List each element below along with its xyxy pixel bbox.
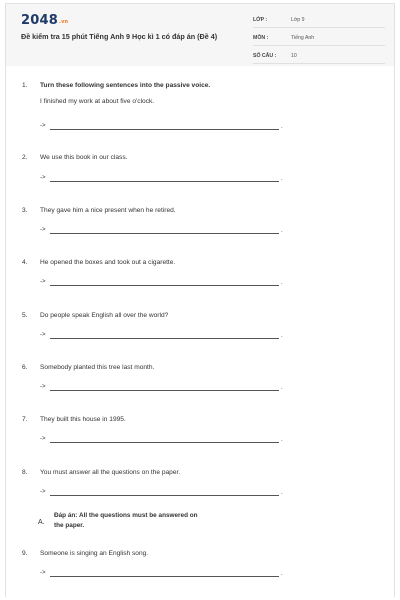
question-sentence: They gave him a nice present when he retired.: [40, 207, 176, 214]
answer-end: .: [281, 385, 283, 391]
question-number: 7.: [22, 416, 28, 423]
question-number: 3.: [22, 207, 28, 214]
answer-line: [50, 129, 279, 130]
meta-row-subject: [253, 32, 385, 46]
answer-blank[interactable]: [40, 489, 284, 497]
question-sentence: I finished my work at about five o'clock.: [40, 98, 155, 105]
document-title: Đề kiểm tra 15 phút Tiếng Anh 9 Học kì 1 có đáp án (Đề 4): [21, 32, 218, 41]
answer-line: [50, 442, 279, 443]
answer-end: .: [281, 124, 283, 130]
question-sentence: They built this house in 1995.: [40, 416, 126, 423]
meta-key: SỐ CÂU :: [253, 53, 277, 59]
question-sentence: You must answer all the questions on the paper.: [40, 469, 181, 476]
question-sentence: He opened the boxes and took out a cigarette.: [40, 259, 176, 266]
answer-letter: A.: [38, 519, 45, 526]
answer-blank[interactable]: [40, 227, 284, 235]
answer-end: .: [281, 437, 283, 443]
answer-end: .: [281, 176, 283, 182]
answer-arrow: ->: [40, 123, 46, 129]
answer-line: [50, 338, 279, 339]
logo-main: 2048: [21, 13, 58, 28]
answer-arrow: ->: [40, 332, 46, 338]
question-instruction: Turn these following sentences into the passive voice.: [40, 82, 211, 89]
question-sentence: Someone is singing an English song.: [40, 550, 149, 557]
document-header: [6, 4, 394, 66]
answer-arrow: ->: [40, 570, 46, 576]
question-number: 4.: [22, 259, 28, 266]
answer-arrow: ->: [40, 384, 46, 390]
meta-row-class: [253, 14, 385, 28]
answer-blank[interactable]: [40, 570, 284, 578]
answer-blank[interactable]: [40, 332, 284, 340]
answer-arrow: ->: [40, 489, 46, 495]
answer-line: [50, 285, 279, 286]
question-number: 6.: [22, 364, 28, 371]
question-sentence: Do people speak English all over the world?: [40, 312, 169, 319]
answer-end: .: [281, 333, 283, 339]
page-border: [5, 3, 395, 597]
answer-line: [50, 576, 279, 577]
answer-blank[interactable]: [40, 436, 284, 444]
question-number: 9.: [22, 550, 28, 557]
answer-end: .: [281, 228, 283, 234]
question-number: 2.: [22, 154, 28, 161]
answer-line: [50, 181, 279, 182]
answer-line: [50, 495, 279, 496]
answer-end: .: [281, 571, 283, 577]
question-sentence: We use this book in our class.: [40, 154, 128, 161]
meta-key: MÔN :: [253, 35, 269, 41]
answer-arrow: ->: [40, 227, 46, 233]
question-number: 5.: [22, 312, 28, 319]
meta-key: LỚP :: [253, 17, 268, 23]
meta-value: Lớp 9: [291, 17, 305, 23]
answer-line: [50, 390, 279, 391]
meta-value: 10: [291, 53, 297, 59]
answer-blank[interactable]: [40, 279, 284, 287]
answer-blank[interactable]: [40, 175, 284, 183]
answer-end: .: [281, 490, 283, 496]
answer-blank[interactable]: [40, 123, 284, 131]
meta-info: [253, 14, 385, 68]
answer-blank[interactable]: [40, 384, 284, 392]
question-number: 8.: [22, 469, 28, 476]
answer-arrow: ->: [40, 436, 46, 442]
answer-arrow: ->: [40, 175, 46, 181]
answer-line: [50, 233, 279, 234]
answer-text: Đáp án: All the questions must be answered on the paper.: [54, 512, 198, 529]
answer-end: .: [281, 280, 283, 286]
answer-arrow: ->: [40, 279, 46, 285]
question-number: 1.: [22, 82, 28, 89]
logo-suffix: .vn: [58, 19, 69, 25]
question-sentence: Somebody planted this tree last month.: [40, 364, 155, 371]
meta-value: Tiếng Anh: [291, 35, 315, 41]
meta-row-count: [253, 50, 385, 64]
site-logo[interactable]: [21, 13, 68, 28]
